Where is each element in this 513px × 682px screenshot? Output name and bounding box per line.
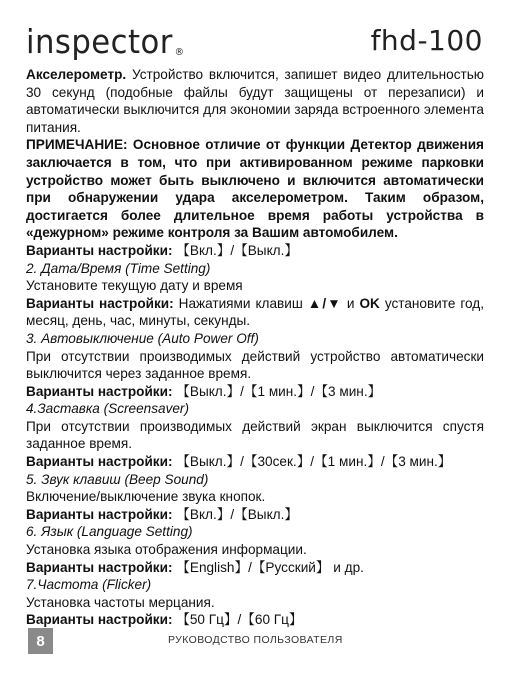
option: 【Вкл.】	[176, 242, 231, 258]
option: 【Русский】	[251, 559, 330, 575]
options-line-3	[26, 383, 484, 401]
accelerometer-paragraph	[26, 66, 484, 136]
page-header	[0, 18, 513, 62]
manual-title: РУКОВОДСТВО ПОЛЬЗОВАТЕЛЯ	[168, 634, 343, 646]
options-line-2	[26, 295, 484, 330]
option-separator: /	[248, 559, 252, 575]
option-separator: /	[240, 383, 244, 399]
options-text: и	[341, 295, 360, 311]
options-line-5	[26, 506, 484, 524]
option: 【1 мин.】	[243, 383, 311, 399]
option: 【1 мин.】	[314, 454, 381, 470]
accelerometer-lead: Акселерометр.	[26, 67, 127, 82]
model-name: fhd-100	[370, 24, 483, 57]
brand-logo-text: inspector	[26, 22, 173, 61]
option: 【Вкл.】	[176, 506, 231, 522]
option-separator: /	[380, 454, 385, 470]
section-heading-auto-power-off: 3. Автовыключение (Auto Power Off)	[26, 330, 259, 346]
section-desc-flicker: Установка частоты мерцания.	[26, 594, 215, 610]
option: 【60 Гц】	[241, 612, 303, 628]
option: 【3 мин.】	[384, 454, 452, 470]
options-suffix: и др.	[329, 559, 364, 575]
option: 【3 мин.】	[314, 383, 382, 399]
section-desc-language: Установка языка отображения информации.	[26, 542, 307, 558]
section-heading-language: 6. Язык (Language Setting)	[26, 524, 193, 540]
options-label: Варианты настройки:	[26, 242, 173, 258]
options-label: Варианты настройки:	[26, 295, 174, 311]
section-desc-auto-power-off: При отсутствии производимых действий устройство автоматически выключится через заданное время.	[26, 348, 484, 382]
accelerometer-text: Устройство включится, запишет видео длительностью 30 секунд (подобные файлы будут защищены от перезаписи) и автоматически выключится для экономии заряда встроенного элемента питания.	[26, 67, 484, 135]
ok-key-label: OK	[359, 295, 380, 311]
option-separator: /	[230, 506, 235, 522]
option: 【Выкл.】	[176, 454, 241, 470]
section-heading-screensaver: 4.Заставка (Screensaver)	[26, 401, 189, 417]
options-text: установите год, месяц, день, час, минуты, секунды.	[26, 295, 484, 329]
options-label: Варианты настройки:	[26, 559, 173, 575]
option: 【Выкл.】	[234, 506, 298, 522]
option-separator: /	[310, 383, 315, 399]
option: 【English】	[176, 559, 249, 575]
section-desc-date-time: Установите текущую дату и время	[26, 278, 243, 294]
section-heading-beep-sound: 5. Звук клавиш (Beep Sound)	[26, 471, 209, 487]
options-line-6	[26, 559, 484, 577]
page-footer	[0, 628, 513, 658]
page-number: 8	[28, 628, 53, 654]
options-label: Варианты настройки:	[26, 383, 173, 399]
section-desc-screensaver: При отсутствии производимых действий экран выключится спустя заданное время.	[26, 418, 484, 452]
manual-body	[26, 66, 484, 629]
option-separator: /	[240, 454, 244, 470]
section-heading-date-time: 2. Дата/Время (Time Setting)	[26, 260, 211, 276]
options-line-7	[26, 611, 484, 629]
options-label: Варианты настройки:	[26, 506, 173, 522]
option-separator: /	[230, 242, 235, 258]
options-label: Варианты настройки:	[26, 612, 173, 628]
note-paragraph: ПРИМЕЧАНИЕ: Основное отличие от функции Детектор движения заключается в том, что при активированном режиме парковки устройство может быть выключено и включится автоматически при обнаружении удара акселерометром. Таким образом, достигается более длительное время работы устройства в «дежурном» режиме контроля за Вашим автомобилем.	[26, 137, 484, 241]
options-line-1	[26, 242, 484, 260]
option-separator: /	[237, 612, 242, 628]
option: 【30сек.】	[243, 454, 311, 470]
section-heading-flicker: 7.Частота (Flicker)	[26, 577, 152, 593]
options-label: Варианты настройки:	[26, 454, 173, 470]
option: 【50 Гц】	[176, 612, 238, 628]
arrow-keys-label: ▲/▼	[307, 295, 342, 311]
options-text: Нажатиями клавиш	[173, 295, 308, 311]
registered-mark: ®	[174, 47, 185, 58]
option: 【Выкл.】	[234, 242, 298, 258]
section-desc-beep-sound: Включение/выключение звука кнопок.	[26, 489, 266, 505]
option: 【Выкл.】	[176, 383, 241, 399]
options-line-4	[26, 453, 484, 471]
brand-logo	[26, 22, 184, 61]
option-separator: /	[310, 454, 315, 470]
